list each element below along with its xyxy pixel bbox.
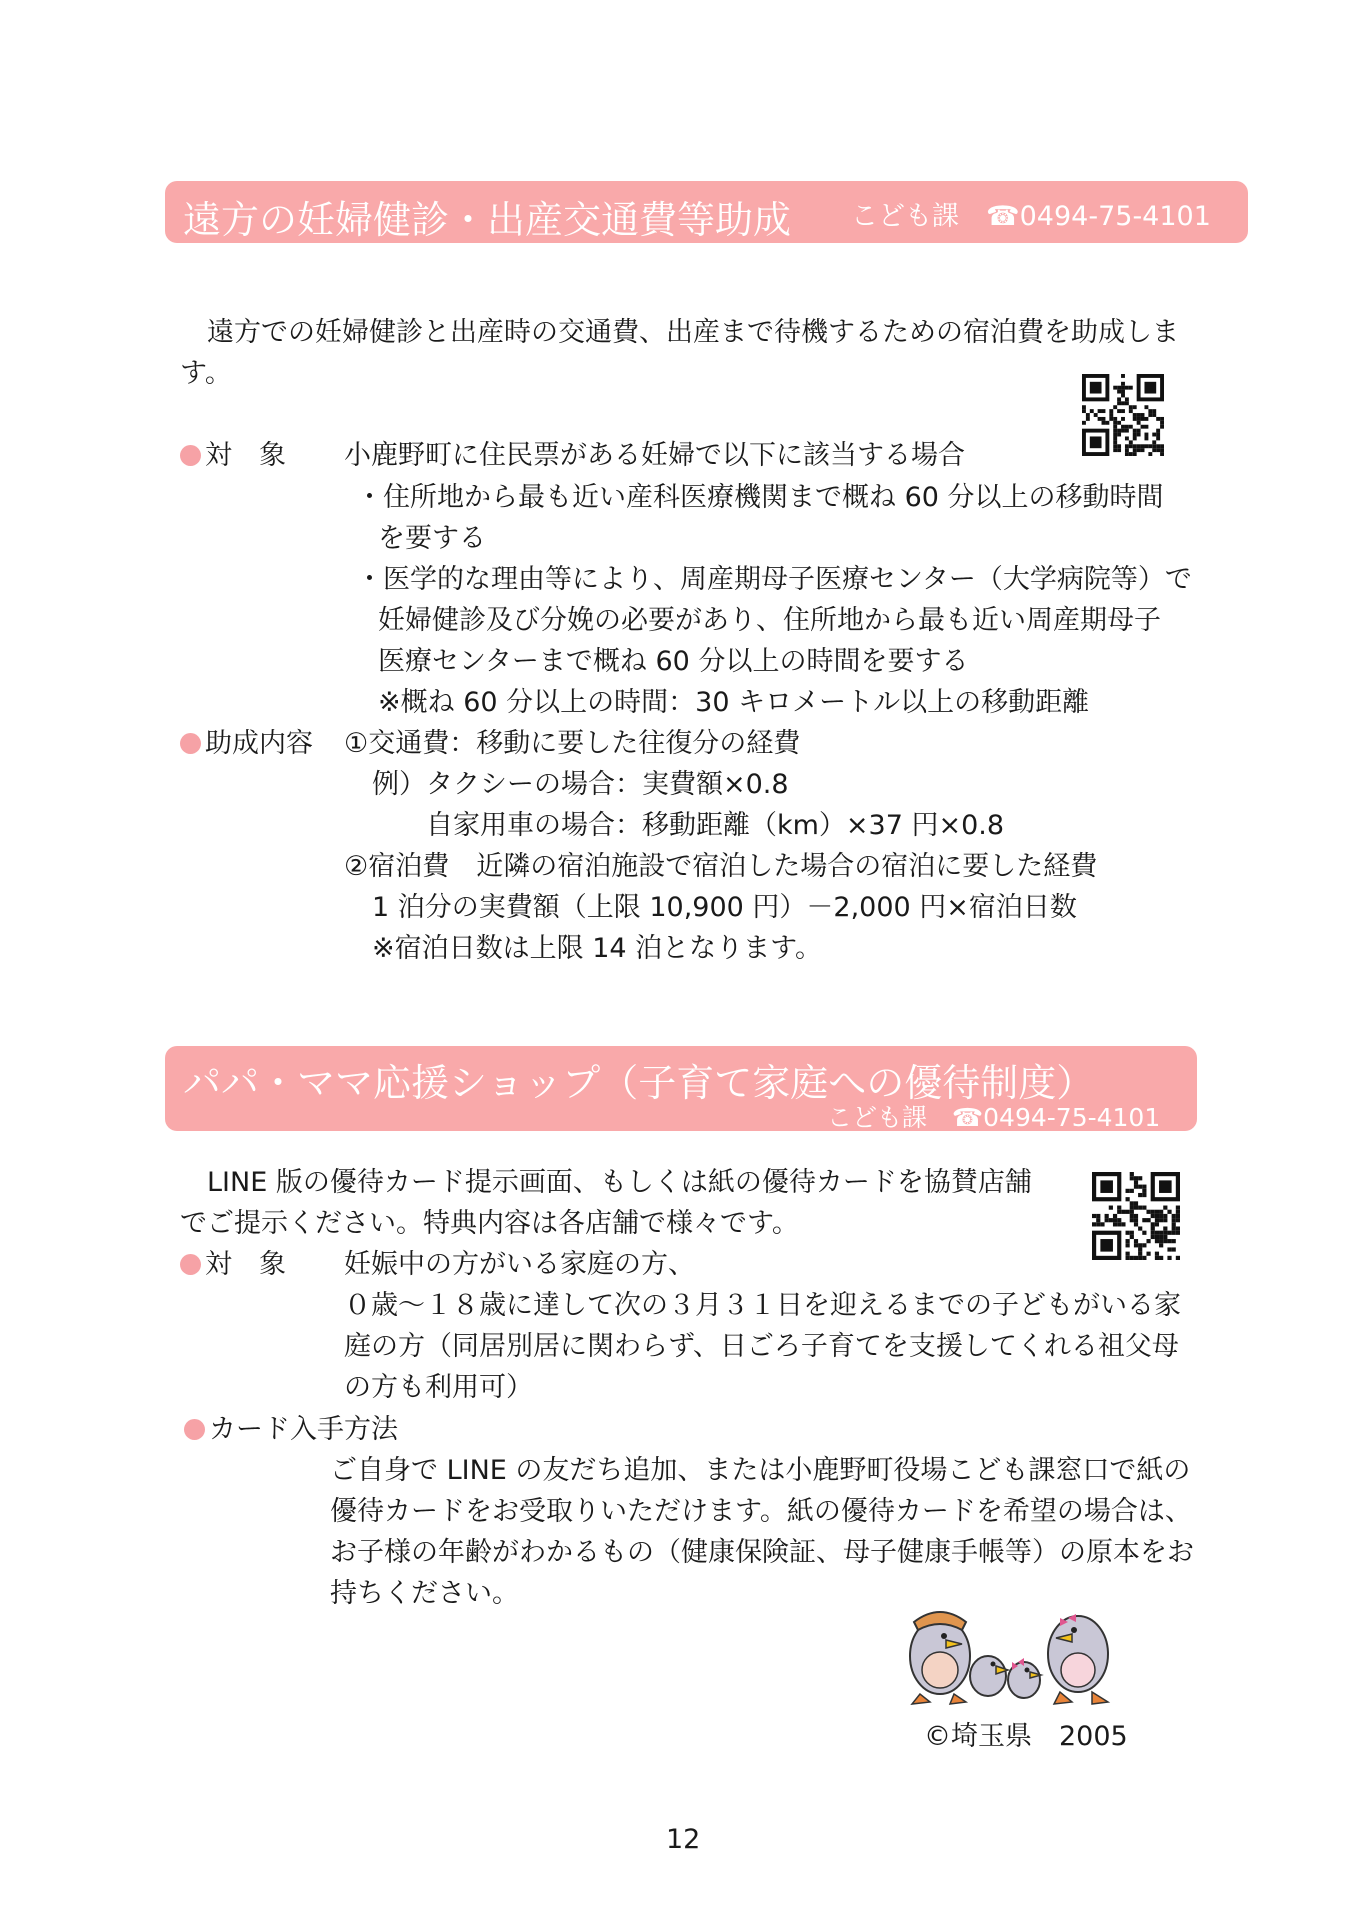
mascot-bird-chick bbox=[1008, 1658, 1041, 1698]
section1-support-line: ②宿泊費 近隣の宿泊施設で宿泊した場合の宿泊に要した経費 bbox=[344, 851, 1098, 882]
section1-target-heading bbox=[180, 435, 286, 476]
section1-support-heading bbox=[180, 723, 313, 764]
section1-contact: こども課 ☎0494-75-4101 bbox=[851, 201, 1211, 232]
mascot-copyright: ©埼玉県 2005 bbox=[924, 1721, 1128, 1752]
section1-header bbox=[165, 181, 1248, 243]
section1-support-line: 例）タクシーの場合：実費額×0.8 bbox=[372, 769, 789, 800]
page-number: 12 bbox=[666, 1824, 701, 1855]
section2-card-line: お子様の年齢がわかるもの（健康保険証、母子健康手帳等）の原本をお bbox=[330, 1537, 1194, 1568]
section2-target-line: ０歳～１８歳に達して次の３月３１日を迎えるまでの子どもがいる家 bbox=[344, 1290, 1181, 1321]
bullet-icon bbox=[180, 733, 201, 754]
mascot-bird-chick bbox=[970, 1656, 1008, 1696]
section1-target-line: ・住所地から最も近い産科医療機関まで概ね 60 分以上の移動時間 bbox=[356, 482, 1164, 513]
section2-target-line: 妊娠中の方がいる家庭の方、 bbox=[344, 1249, 695, 1280]
section2-target-label: 対 象 bbox=[205, 1249, 286, 1280]
section2-card-heading bbox=[184, 1409, 398, 1450]
section2-card-line: ご自身で LINE の友だち追加、または小鹿野町役場こども課窓口で紙の bbox=[330, 1455, 1191, 1486]
section1-support-line: 1 泊分の実費額（上限 10,900 円）－2,000 円×宿泊日数 bbox=[372, 892, 1077, 923]
section2-intro-line1: LINE 版の優待カード提示画面、もしくは紙の優待カードを協賛店舗 bbox=[180, 1167, 1032, 1198]
section2-title: パパ・ママ応援ショップ（子育て家庭への優待制度） bbox=[183, 1061, 1095, 1105]
section1-title: 遠方の妊婦健診・出産交通費等助成 bbox=[183, 198, 792, 242]
section2-target-heading bbox=[180, 1244, 286, 1285]
section1-target-line: 妊婦健診及び分娩の必要があり、住所地から最も近い周産期母子 bbox=[378, 605, 1161, 636]
section1-target-line: ※概ね 60 分以上の時間：30 キロメートル以上の移動距離 bbox=[378, 687, 1090, 718]
section1-target-label: 対 象 bbox=[205, 440, 286, 471]
section2-card-label: カード入手方法 bbox=[209, 1414, 398, 1445]
section2-target-line: の方も利用可） bbox=[344, 1372, 533, 1403]
section2-card-line: 優待カードをお受取りいただけます。紙の優待カードを希望の場合は、 bbox=[330, 1496, 1192, 1527]
section1-intro-line2: す。 bbox=[180, 358, 232, 389]
section1-support-line: ①交通費：移動に要した往復分の経費 bbox=[344, 728, 801, 759]
qr-code-1 bbox=[1082, 374, 1164, 456]
section1-support-line: ※宿泊日数は上限 14 泊となります。 bbox=[372, 933, 822, 964]
section2-card-line: 持ちください。 bbox=[330, 1578, 519, 1609]
section1-target-line: ・医学的な理由等により、周産期母子医療センター（大学病院等）で bbox=[356, 564, 1192, 595]
section1-support-line: 自家用車の場合：移動距離（km）×37 円×0.8 bbox=[426, 810, 1005, 841]
bullet-icon bbox=[180, 1254, 201, 1275]
section2-intro-line2: でご提示ください。特典内容は各店舗で様々です。 bbox=[180, 1208, 799, 1239]
section2-target-line: 庭の方（同居別居に関わらず、日ごろ子育てを支援してくれる祖父母 bbox=[344, 1331, 1179, 1362]
section1-target-line: 医療センターまで概ね 60 分以上の時間を要する bbox=[378, 646, 969, 677]
bullet-icon bbox=[180, 445, 201, 466]
section1-intro-line1: 遠方での妊婦健診と出産時の交通費、出産まで待機するための宿泊費を助成しま bbox=[180, 317, 1179, 348]
mascot-illustration bbox=[900, 1600, 1120, 1706]
section1-target-line: 小鹿野町に住民票がある妊婦で以下に該当する場合 bbox=[344, 440, 965, 471]
qr-code-2 bbox=[1092, 1172, 1180, 1260]
mascot-bird-adult-right bbox=[1048, 1614, 1108, 1704]
section1-target-line: を要する bbox=[378, 523, 486, 554]
section2-header bbox=[165, 1046, 1197, 1131]
mascot-bird-adult-left bbox=[910, 1612, 970, 1704]
bullet-icon bbox=[184, 1419, 205, 1440]
section2-contact: こども課 ☎0494-75-4101 bbox=[827, 1103, 1161, 1132]
section1-support-label: 助成内容 bbox=[205, 728, 313, 759]
